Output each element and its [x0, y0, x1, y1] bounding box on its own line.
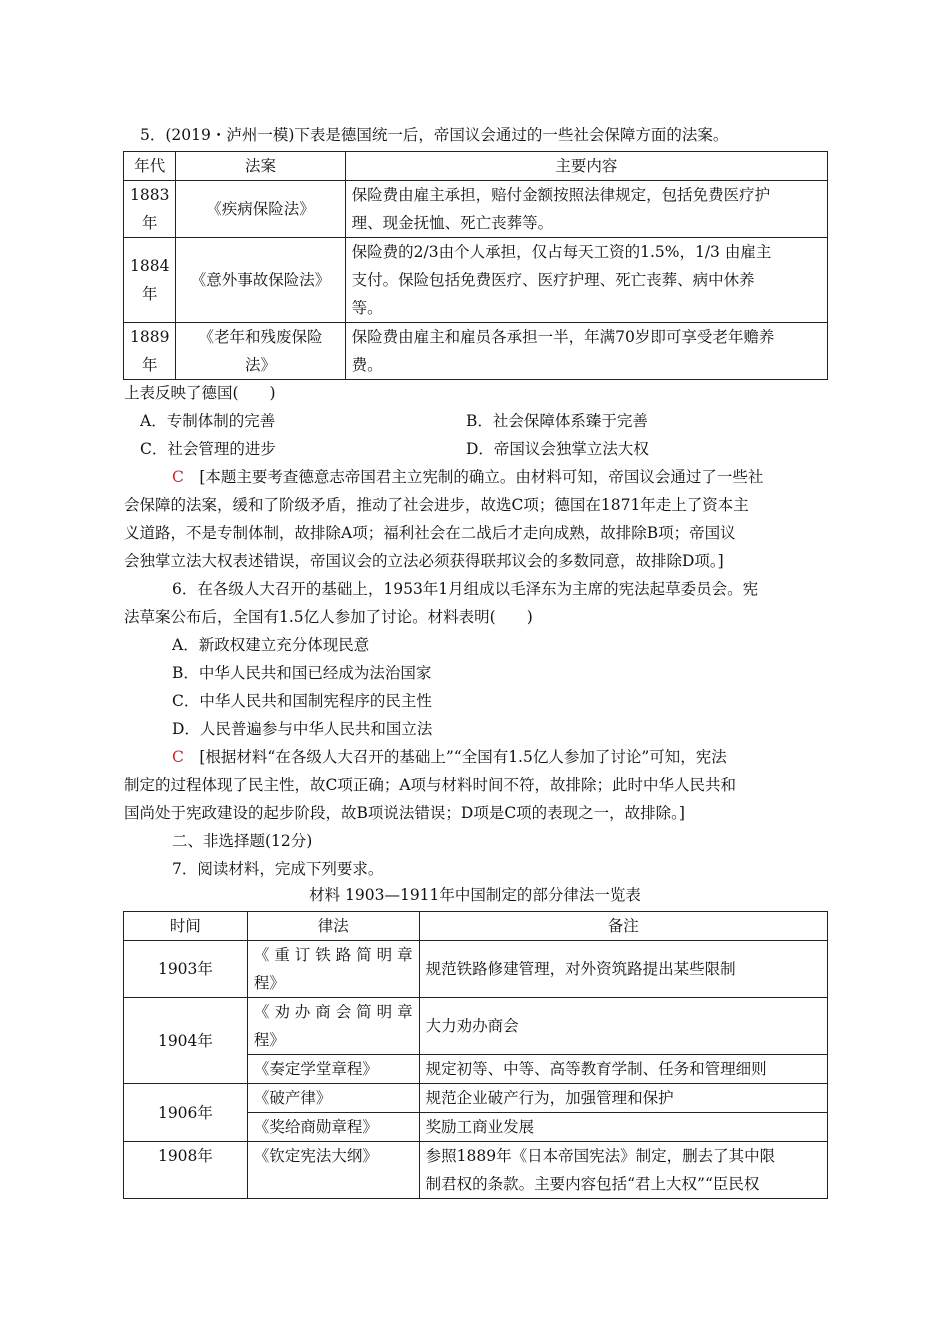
row-law: 《老年和残废保险 法》	[176, 323, 345, 380]
row-time: 1906年	[124, 1084, 248, 1142]
row-note: 规范企业破产行为，加强管理和保护	[419, 1084, 827, 1113]
q7-law-table	[123, 911, 828, 1199]
q5-explanation-line3: 义道路，不是专制体制，故排除A项；福利社会在二战后才走向成熟，故排除B项；帝国议	[124, 524, 736, 542]
q5-explanation-line1: C [本题主要考查德意志帝国君主立宪制的确立。由材料可知，帝国议会通过了一些社	[172, 468, 764, 486]
row-note: 大力劝办商会	[419, 998, 827, 1055]
q6-option-b: B．中华人民共和国已经成为法治国家	[172, 664, 432, 682]
q6-answer: C	[172, 748, 184, 766]
q6-explanation-line1: C [根据材料“在各级人大召开的基础上”“全国有1.5亿人参加了讨论”可知，宪法	[172, 748, 727, 766]
q5-law-table	[123, 151, 828, 380]
header-law: 律法	[247, 912, 419, 941]
q6-option-d: D．人民普遍参与中华人民共和国立法	[172, 720, 433, 738]
row-law: 《破产律》	[247, 1084, 419, 1113]
row-content: 保险费由雇主承担，赔付金额按照法律规定，包括免费医疗护 理、现金抚恤、死亡丧葬等。	[345, 181, 827, 238]
row-law: 《钦定宪法大纲》	[247, 1142, 419, 1199]
table-row	[124, 1142, 828, 1199]
table-header-row	[124, 152, 828, 181]
q5-option-a: A．专制体制的完善	[140, 412, 276, 430]
table-row	[124, 1084, 828, 1113]
row-law: 《重订铁路简明章 程》	[247, 941, 419, 998]
row-year: 1883 年	[124, 181, 176, 238]
table-row	[124, 181, 828, 238]
q6-stem-line1: 6．在各级人大召开的基础上，1953年1月组成以毛泽东为主席的宪法起草委员会。宪	[172, 580, 759, 598]
row-law: 《意外事故保险法》	[176, 238, 345, 323]
row-content: 保险费由雇主和雇员各承担一半，年满70岁即可享受老年赡养 费。	[345, 323, 827, 380]
table-row	[124, 941, 828, 998]
q5-option-d: D．帝国议会独掌立法大权	[466, 440, 649, 458]
header-content: 主要内容	[345, 152, 827, 181]
q5-explanation-line2: 会保障的法案，缓和了阶级矛盾，推动了社会进步，故选C项；德国在1871年走上了资本主	[124, 496, 749, 514]
row-note: 规范铁路修建管理，对外资筑路提出某些限制	[419, 941, 827, 998]
q6-stem-line2: 法草案公布后，全国有1.5亿人参加了讨论。材料表明( )	[124, 608, 533, 626]
row-time: 1908年	[124, 1142, 248, 1199]
table-row	[124, 238, 828, 323]
header-law: 法案	[176, 152, 345, 181]
row-law: 《劝办商会简明章 程》	[247, 998, 419, 1055]
q5-option-b: B．社会保障体系臻于完善	[466, 412, 648, 430]
row-note: 奖励工商业发展	[419, 1113, 827, 1142]
q6-explanation-line2: 制定的过程体现了民主性，故C项正确；A项与材料时间不符，故排除；此时中华人民共和	[124, 776, 737, 794]
row-note: 规定初等、中等、高等教育学制、任务和管理细则	[419, 1055, 827, 1084]
table-header-row	[124, 912, 828, 941]
q6-option-c: C．中华人民共和国制宪程序的民主性	[172, 692, 432, 710]
row-law: 《疾病保险法》	[176, 181, 345, 238]
row-time: 1903年	[124, 941, 248, 998]
q6-explanation-line3: 国尚处于宪政建设的起步阶段，故B项说法错误；D项是C项的表现之一，故排除。]	[124, 804, 685, 822]
section-heading: 二、非选择题(12分)	[172, 832, 313, 850]
header-time: 时间	[124, 912, 248, 941]
q5-prompt: 上表反映了德国( )	[124, 384, 276, 402]
q5-option-c: C．社会管理的进步	[140, 440, 276, 458]
row-time: 1904年	[124, 998, 248, 1084]
q7-stem: 7．阅读材料，完成下列要求。	[172, 860, 384, 878]
q6-option-a: A．新政权建立充分体现民意	[172, 636, 370, 654]
header-note: 备注	[419, 912, 827, 941]
row-content: 保险费的2/3由个人承担，仅占每天工资的1.5%，1/3 由雇主 支付。保险包括免费医疗、医疗护理、死亡丧葬、病中休养 等。	[345, 238, 827, 323]
q5-explanation-line4: 会独掌立法大权表述错误，帝国议会的立法必须获得联邦议会的多数同意，故排除D项。]	[124, 552, 724, 570]
row-law: 《奏定学堂章程》	[247, 1055, 419, 1084]
q5-answer: C	[172, 468, 184, 486]
q5-stem: 5．(2019・泸州一模)下表是德国统一后，帝国议会通过的一些社会保障方面的法案。	[140, 126, 729, 144]
row-year: 1884 年	[124, 238, 176, 323]
q7-table-caption: 材料 1903—1911年中国制定的部分律法一览表	[309, 886, 641, 904]
row-law: 《奖给商勋章程》	[247, 1113, 419, 1142]
table-row	[124, 998, 828, 1055]
table-row	[124, 323, 828, 380]
header-year: 年代	[124, 152, 176, 181]
row-note: 参照1889年《日本帝国宪法》制定，删去了其中限 制君权的条款。主要内容包括“君上大权”“臣民权	[419, 1142, 827, 1199]
row-year: 1889 年	[124, 323, 176, 380]
